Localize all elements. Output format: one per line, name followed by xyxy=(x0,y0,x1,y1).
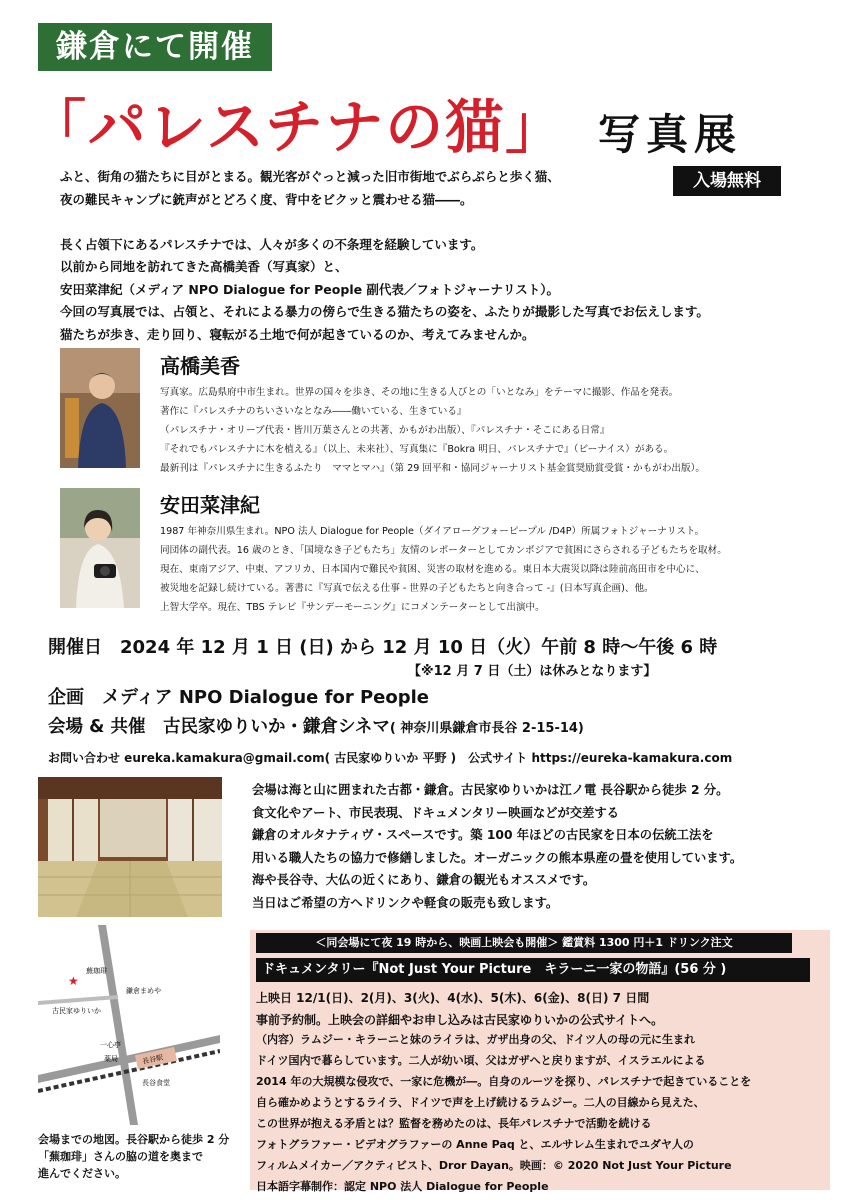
profile-bio-takahashi: 写真家。広島県府中市生まれ。世界の国々を歩き、その地に生きる人びとの「いとなみ」をテーマに撮影、作品を発表。 著作に『パレスチナのちいさいなとなみ――働いている、生きている』 （パレスチナ・オリーブ代表・皆川万葉さんとの共著、かもがわ出版）、『パレスチナ・そこにある日常』 『それでもパレスチナに木を植える』（以上、未来社）、写真集に『Bokra 明日、パレスチナで』（ビーナイス）がある。 最新刊は『パレスチナに生きるふたり ママとマハ』（第 29 回平和・協同ジャーナリスト基金賞奨励賞受賞・かもがわ出版）。 xyxy=(160,387,705,474)
profile-name-yasuda: 安田菜津紀 xyxy=(160,493,260,517)
event-dates xyxy=(48,633,717,659)
intro-text: ふと、街角の猫たちに目がとまる。観光客がぐっと減った旧市街地でぶらぶらと歩く猫、 夜の難民キャンプに銃声がとどろく度、背中をビクッと震わせる猫――。 長く占領下にあるパレスチナでは、人々が多くの不条理を経験しています。 以前から同地を訪れてきた高橋美香（写真家）と、 安田菜津紀（メディア NPO Dialogue for People 副代表／フォトジャーナリスト）。 今回の写真展では、占領と、それによる暴力の傍らで生きる猫たちの姿を、ふたりが撮影した写真でお伝えします。 猫たちが歩き、走り回り、寝転がる土地で何が起きているのか、考えてみませんか。 xyxy=(60,169,709,342)
organizer: 企画 メディア NPO Dialogue for People xyxy=(48,687,429,708)
map-label-hase-shokudo: 長谷食堂 xyxy=(142,1079,170,1087)
event-location-badge: 鎌倉にて開催 xyxy=(38,23,272,71)
closed-day-note: 【※12 月 7 日（土）は休みとなります】 xyxy=(408,664,657,679)
map-label-isshinshi: 一心亭 xyxy=(100,1041,121,1049)
profile-name-takahashi: 高橋美香 xyxy=(160,354,240,378)
map-label-hase-station: 長谷駅 xyxy=(141,1053,164,1066)
exhibition-title: 「パレスチナの猫」 xyxy=(28,93,566,161)
venue-description: 会場は海と山に囲まれた古都・鎌倉。古民家ゆりいかは江ノ電 長谷駅から徒歩 2 分。 食文化やアート、市民表現、ドキュメンタリー映画などが交差する 鎌倉のオルタナティヴ・スペースです。築 100 年ほどの古民家を日本の伝統工法を 用いる職人たちの協力で修繕しました。オーガニックの熊本県産の畳を使用しています。 海や長谷寺、大仏の近くにあり、鎌倉の観光もオススメです。 当日はご希望の方へドリンクや軽食の販売も致します。 xyxy=(252,783,743,910)
exhibition-title-suffix: 写真展 xyxy=(598,110,743,159)
photographer-photo-yasuda xyxy=(60,488,140,608)
venue-star-icon: ★ xyxy=(68,974,79,988)
venue-name: 会場 & 共催 古民家ゆりいか・鎌倉シネマ xyxy=(48,717,390,737)
screening-header: ＜同会場にて夜 19 時から、映画上映会も開催＞ 鑑賞料 1300 円＋1 ドリンク注文 xyxy=(256,933,792,953)
contact-info: お問い合わせ eureka.kamakura@gmail.com( 古民家ゆりいか 平野 ) 公式サイト https://eureka-kamakura.com xyxy=(48,751,733,765)
venue-address: ( 神奈川県鎌倉市長谷 2-15-14) xyxy=(389,721,584,736)
map-label-kabura: 蕪珈琲 xyxy=(86,967,107,975)
profile-bio-yasuda: 1987 年神奈川県生まれ。NPO 法人 Dialogue for People（ダイアローグフォーピープル /D4P）所属フォトジャーナリスト。 同団体の副代表。16 歳のとき、「国境なき子どもたち」友情のレポーターとしてカンボジアで貧困にさらされる子どもたちを取材。 現在、東南アジア、中東、アフリカ、日本国内で難民や貧困、災害の取材を進める。東日本大震災以降は陸前高田市を中心に、 被災地を記録し続けている。著書に『写真で伝える仕事 - 世界の子どもたちと向き合って -』(日本写真企画)、他。 上智大学卒。現在、TBS テレビ『サンデーモーニング』にコメンテーターとして出演中。 xyxy=(160,526,727,613)
film-title: ドキュメンタリー『Not Just Your Picture キラーニ一家の物語』(56 分 ) xyxy=(256,958,810,982)
map-label-yuriika: 古民家ゆりいか xyxy=(52,1007,101,1015)
screening-showtimes: 上映日 12/1(日)、2(月)、3(火)、4(水)、5(木)、6(金)、8(日) 7 日間 事前予約制。上映会の詳細やお申し込みは古民家ゆりいかの公式サイトへ。 xyxy=(256,991,664,1027)
venue-map xyxy=(38,925,220,1125)
venue-room-photo xyxy=(38,777,222,917)
film-synopsis: （内容）ラムジー・キラーニと妹のライラは、ガザ出身の父、ドイツ人の母の元に生まれ ドイツ国内で暮らしています。二人が幼い頃、父はガザへと戻りますが、イスラエルによる 2014 年の大規模な侵攻で、一家に危機が―。自身のルーツを探り、パレスチナで起きていることを 自ら確かめようとするライラ、ドイツで声を上げ続けるラムジー。二人の目線から見えた、 この世界が抱える矛盾とは？監督を務めたのは、長年パレスチナで活動を続ける フォトグラファー・ビデオグラファーの Anne Paq と、エルサレム生まれでユダヤ人の フィルムメイカー／アクティビスト、Dror Dayan。映画：© 2020 Not Just Your Picture 日本語字幕制作：認定 NPO 法人 Dialogue for People xyxy=(256,1033,752,1193)
photographer-photo-takahashi xyxy=(60,348,140,468)
map-label-yakkyoku: 薬局 xyxy=(104,1055,118,1063)
venue-line xyxy=(48,713,584,738)
event-date-text: 2024 年 12 月 1 日 (日) から 12 月 10 日（火）午前 8 時〜午後 6 時 xyxy=(120,637,718,658)
free-entry-badge: 入場無料 xyxy=(673,166,781,196)
map-label-kamakura-mameya: 鎌倉まめや xyxy=(126,987,161,995)
map-caption: 会場までの地図。長谷駅から徒歩 2 分 「蕪珈琲」さんの脇の道を奥まで 進んでください。 xyxy=(38,1133,230,1180)
event-date-label: 開催日 xyxy=(48,637,102,658)
